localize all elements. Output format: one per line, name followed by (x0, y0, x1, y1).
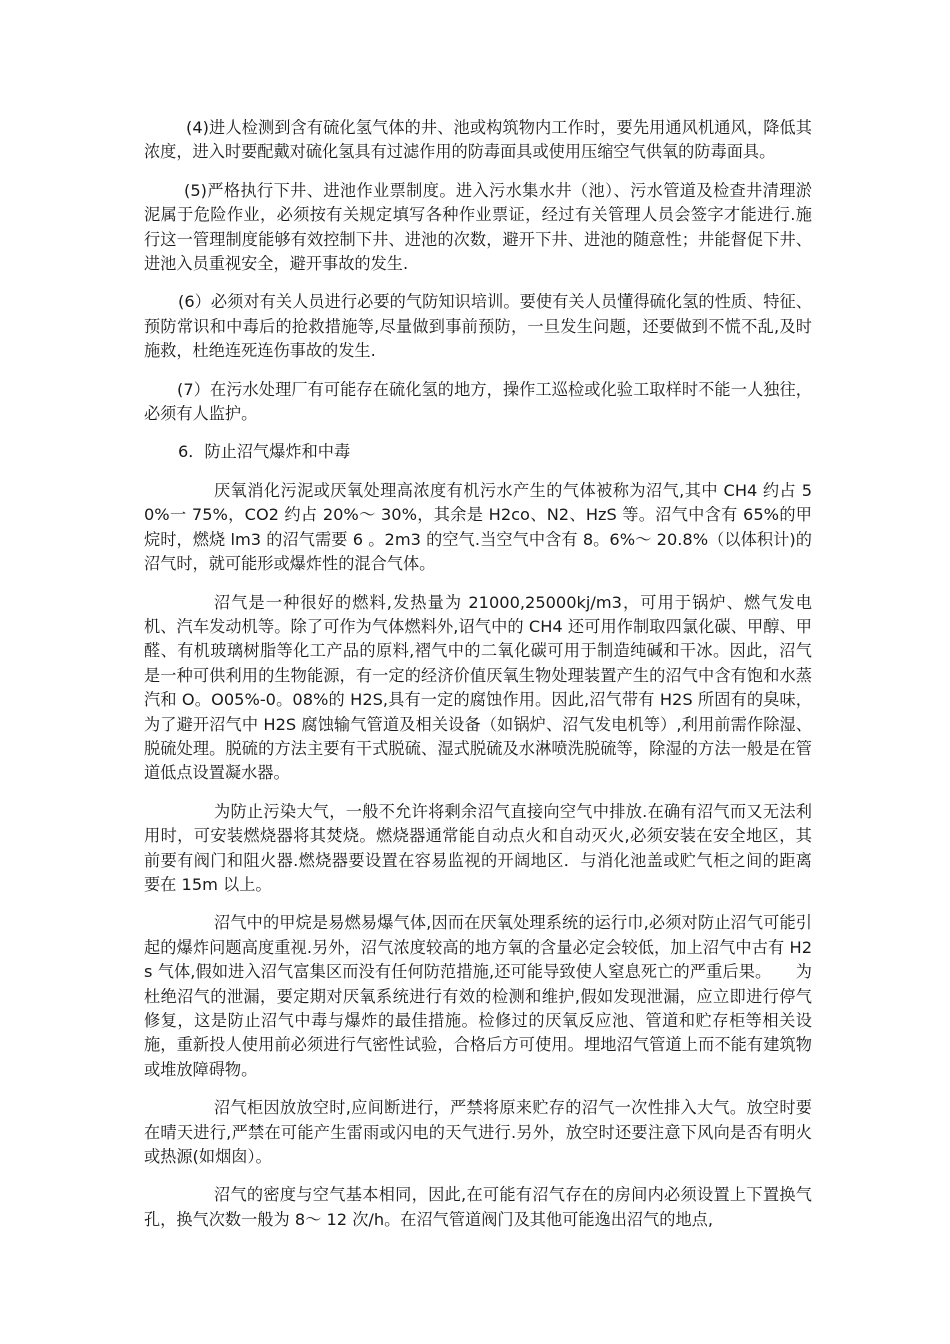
paragraph-item-5: (5)严格执行下井、进池作业票制度。进入污水集水井（池）、污水管道及检查井清理淤泥属于危险作业，必须按有关规定填写各种作业票证，经过有关管理人员会签字才能进行.施行这一管理制度能够有效控制下井、进池的次数，避开下井、进池的随意性；井能督促下井、进池入员重视安全，避开事故的发生. (144, 180, 812, 274)
section-heading-6: 6．防止沼气爆炸和中毒 (178, 442, 351, 462)
paragraph-item-7: (7）在污水处理厂有可能存在硫化氢的地方，操作工巡检或化验工取样时不能一人独往，必须有人监护。 (144, 379, 812, 424)
paragraph-methane-safety: 沼气中的甲烷是易燃易爆气体,因而在厌氧处理系统的运行巾,必须对防止沼气可能引起的爆炸问题高度重视.另外，沼气浓度较高的地方氧的含量必定会较低，加上沼气中古有 H2s 气体,假如进入沼气富集区而没有任何防范措施,还可能导致使人窒息死亡的严重后果。 为杜绝沼气的泄漏，要定期对厌氧系统进行有效的检测和维护,假如发现泄漏，应立即进行停气修复，这是防止沼气中毒与爆炸的最佳措施。检修过的厌氧反应池、管道和贮存柜等相关设施，重新投人使用前必须进行气密性试验，合格后方可使用。埋地沼气管道上而不能有建筑物或堆放障碍物。 (144, 913, 812, 1079)
paragraph-ventilation: 沼气的密度与空气基本相同，因此,在可能有沼气存在的房间内必须设置上下置换气孔，换气次数一般为 8～ 12 次/h。在沼气管道阀门及其他可能逸出沼气的地点, (144, 1185, 812, 1229)
paragraph-item-6: (6）必须对有关人员进行必要的气防知识培训。要使有关人员懂得硫化氢的性质、特征、预防常识和中毒后的抢救措施等,尽量做到事前预防，一旦发生问题，还要做到不慌不乱,及时施救，杜绝连死连伤事故的发生. (144, 292, 812, 361)
paragraph-item-4: (4)进人检测到含有硫化氢气体的井、池或构筑物内工作时，要先用通风机通风，降低其浓度，进入时要配戴对硫化氢具有过滤作用的防毒面具或使用压缩空气供氧的防毒面具。 (144, 118, 812, 162)
paragraph-biogas-fuel-use: 沼气是一种很好的燃料,发热量为 21000,25000kj/m3，可用于锅炉、燃气发电机、汽车发动机等。除了可作为气体燃料外,诏气中的 CH4 还可用作制取四氯化碳、甲醇、甲醛、有机玻璃树脂等化工产品的原料,褶气中的二氧化碳可用于制造纯碱和干冰。因此，沼气是一种可供利用的生物能源，有一定的经济价值厌氧生物处理装置产生的沼气中含有饱和水蒸汽和 O。O05%-0。08%的 H2S,具有一定的腐蚀作用。因此,沼气带有 H2S 所固有的臭味，为了避开沼气中 H2S 腐蚀输气管道及相关设备（如锅炉、沼气发电机等）,利用前需作除湿、脱硫处理。脱硫的方法主要有干式脱硫、湿式脱硫及水淋喷洗脱硫等，除湿的方法一般是在管道低点设置凝水器。 (144, 592, 812, 783)
paragraph-biogas-composition: 厌氧消化污泥或厌氧处理高浓度有机污水产生的气体被称为沼气,其中 CH4 约占 50%一 75%，CO2 约占 20%～ 30%，其余是 H2co、N2、HzS 等。沼气中含有 65%的甲烷时，燃烧 lm3 的沼气需要 6 。2m3 的空气.当空气中含有 8。6%～ 20.8%（以体积计)的沼气时，就可能形或爆炸性的混合气体。 (144, 480, 812, 574)
paragraph-biogas-burner: 为防止污染大气，一般不允许将剩余沼气直接向空气中排放.在确有沼气而又无法利用时，可安装燃烧器将其焚烧。燃烧器通常能自动点火和自动灭火,必须安装在安全地区，其前要有阀门和阻火器.燃烧器要设置在容易监视的开阔地区．与消化池盖或贮气柜之间的距离要在 15m 以上。 (144, 801, 812, 894)
paragraph-venting: 沼气柜因放放空时,应间断进行，严禁将原来贮存的沼气一次性排入大气。放空时要在晴天进行,严禁在可能产生雷雨或闪电的天气进行.另外，放空时还要注意下风向是否有明火或热源(如烟囱）。 (144, 1098, 812, 1167)
document-body (144, 116, 812, 1246)
